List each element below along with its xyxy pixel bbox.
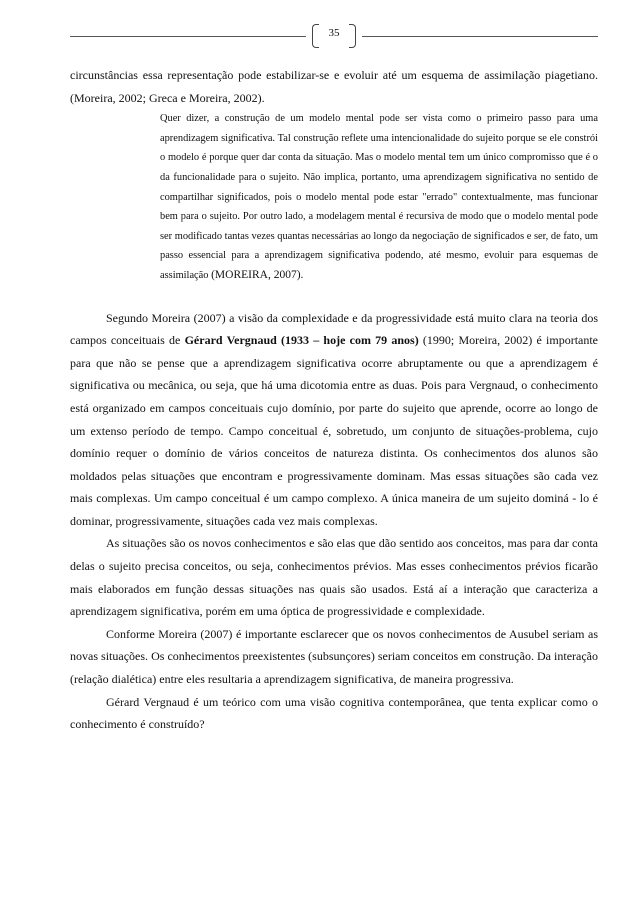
header-rule-left <box>70 36 306 37</box>
page-header <box>70 24 598 50</box>
paragraph-ausubel: Conforme Moreira (2007) é importante esclarecer que os novos conhecimentos de Ausubel seriam as novas situações. Os conhecimentos preexistentes (subsunçores) seriam conceitos em construção. Da interação (relação dialética) entre eles resultaria a aprendizagem significativa, de maneira progressiva. <box>70 626 598 687</box>
paragraph-vergnaud-start: Segundo Moreira (2007) a visão da complexidade e da progressividade está muito clara na teoria dos campos conceituais de <box>70 310 598 348</box>
page-body <box>70 64 598 736</box>
page-number-bracket-right <box>349 24 356 48</box>
block-quote-citation: (MOREIRA, 2007). <box>211 268 304 281</box>
paragraph-situacoes: As situações são os novos conhecimentos e são elas que dão sentido aos conceitos, mas para dar conta delas o sujeito precisa conceitos, ou seja, conhecimentos prévios. Mas esses conhecimentos prévios ficarão mais elaborados em função dessas situações nas quais são usados. Está aí a interação que caracteriza a aprendizagem significativa, porém em uma óptica de progressividade e complexidade. <box>70 536 598 619</box>
block-quote-text: Quer dizer, a construção de um modelo mental pode ser vista como o primeiro passo para uma aprendizagem significativa. Tal construção reflete uma intencionalidade do sujeito porque se ele constrói o modelo é porque quer dar conta da situação. Mas o modelo mental tem um único compromisso que é o da funcionalidade para o sujeito. Não implica, portanto, uma aprendizagem significativa no sentido de compartilhar significados, pois o modelo mental pode estar "errado" contextualmente, mas funcionar bem para o sujeito. Por outro lado, a modelagem mental é recursiva de modo que o modelo mental pode ser modificado tantas vezes quantas necessárias ao longo da negociação de significados e ser, de fato, um passo essencial para a aprendizagem significativa podendo, até mesmo, evoluir para esquemas de assimilação <box>160 113 598 281</box>
header-rule-right <box>362 36 598 37</box>
paragraph-vergnaud-end: (1990; Moreira, 2002) é importante para que não se pense que a aprendizagem significativa ocorre abruptamente ou que a aprendizagem é significativa ou mecânica, ou seja, que há uma dicotomia entre as duas. Pois para Vergnaud, o conhecimento está organizado em campos conceituais cujo domínio, por parte do sujeito que aprende, ocorre ao longo de um extenso período de tempo. Campo conceitual é, sobretudo, um conjunto de situações-problema, cujo domínio requer o domínio de vários conceitos de natureza distinta. Os conhecimentos dos alunos são moldados pelas situações que encontram e progressivamente dominam. Mas essas situações são cada vez mais complexas. Um campo conceitual é um campo complexo. A única maneira de um sujeito dominá - lo é dominar, progressivamente, situações cada vez mais complexas. <box>70 333 599 528</box>
page-number-bracket-left <box>312 24 319 48</box>
paragraph-continuation: circunstâncias essa representação pode estabilizar-se e evoluir até um esquema de assimilação piagetiano. (Moreira, 2002; Greca e Moreira, 2002). <box>70 68 598 105</box>
page-number: 35 <box>328 27 340 39</box>
paragraph-question: Gérard Vergnaud é um teórico com uma visão cognitiva contemporânea, que tenta explicar como o conhecimento é construído? <box>70 694 598 732</box>
paragraph-vergnaud <box>70 307 598 533</box>
block-quote <box>160 109 598 285</box>
paragraph-vergnaud-bold: Gérard Vergnaud (1933 – hoje com 79 anos) <box>184 333 419 348</box>
